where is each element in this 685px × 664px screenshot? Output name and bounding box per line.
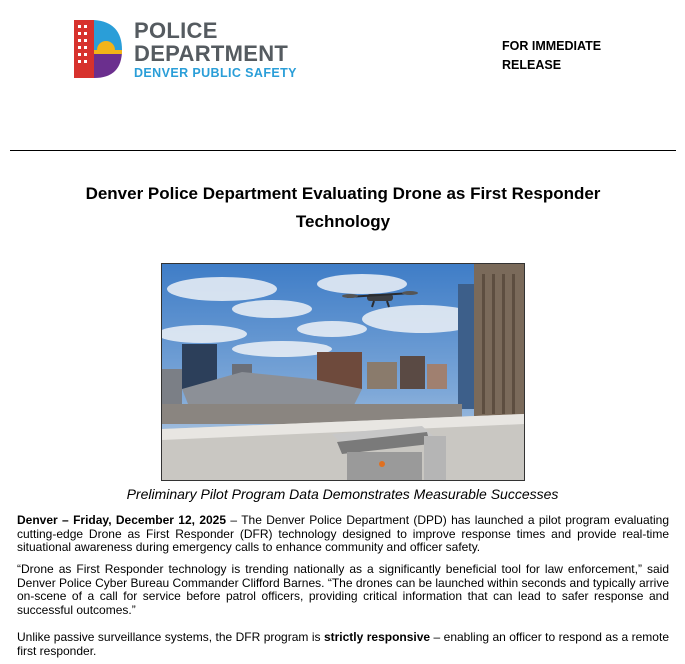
logo-title-department: DEPARTMENT <box>134 41 289 66</box>
release-label <box>502 37 642 75</box>
photo-caption: Preliminary Pilot Program Data Demonstrates Measurable Successes <box>126 486 559 502</box>
paragraph-3-bold: strictly responsive <box>323 630 431 644</box>
release-line-1: FOR IMMEDIATE <box>502 39 602 53</box>
drone-dock-icon <box>332 426 446 480</box>
page-title <box>40 180 646 236</box>
headline-line-1: Denver Police Department Evaluating Drone as First Responder <box>85 184 601 203</box>
paragraph-2: “Drone as First Responder technology is trending nationally as a significantly beneficial tool for law enforcement,” said Denver Police Cyber Bureau Commander Clifford Barnes. “The drones can be launched within seconds and typically arrive on-scene of a call for service before patrol officers, providing critical information that can lead to safer response and successful outcomes.” <box>17 562 669 617</box>
paragraph-3-text-b: – enabling an officer to respond as a remote first responder. <box>17 630 669 658</box>
paragraph-3-text-a: Unlike passive surveillance systems, the DFR program is <box>17 630 324 644</box>
police-logo <box>74 18 314 82</box>
drone-photo <box>161 263 525 481</box>
paragraph-1 <box>17 514 669 555</box>
logo-title-police: POLICE <box>134 18 218 43</box>
denver-badge-icon <box>74 20 122 78</box>
logo-subtitle: DENVER PUBLIC SAFETY <box>134 66 297 80</box>
paragraph-3 <box>17 631 669 658</box>
paragraph-1-text: – The Denver Police Department (DPD) has launched a pilot program evaluating cutting-edge Drone as First Responder (DFR) technology designed to improve response times and provide real-time situational awareness during emergency calls to enhance community and officer safety. <box>17 513 669 554</box>
headline-line-2: Technology <box>295 212 391 231</box>
release-line-2: RELEASE <box>502 58 562 72</box>
drone-photo-image <box>162 264 524 480</box>
header-divider <box>10 150 676 151</box>
dateline: Denver – Friday, December 12, 2025 <box>17 513 227 527</box>
